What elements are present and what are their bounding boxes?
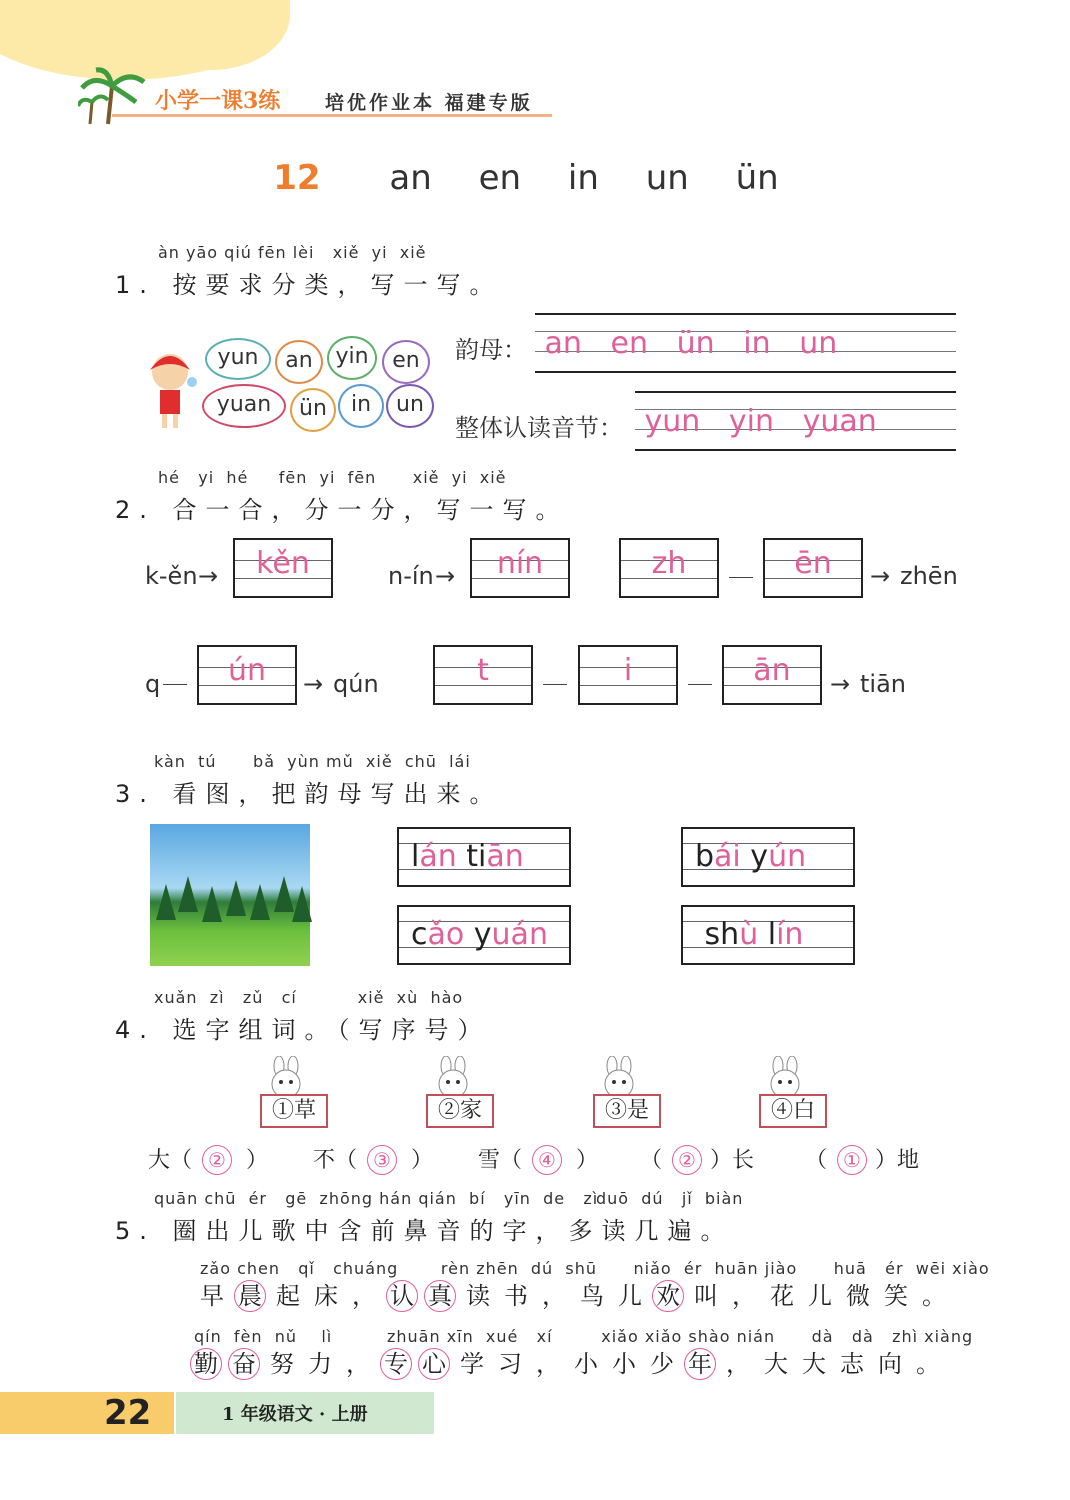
rhyme-character[interactable]: 叫: [694, 1282, 718, 1310]
header-brand: 小学一课3练: [155, 88, 281, 114]
q1-label: 1. 按要求分类，写一写。: [115, 271, 503, 299]
answer-number: ②: [202, 1145, 232, 1175]
circled-character[interactable]: 年: [684, 1348, 716, 1380]
q5-label: 5. 圈出儿歌中含前鼻音的字，多读几遍。: [115, 1217, 734, 1245]
q1-pinyin: àn yāo qiú fēn lèi xiě yi xiě: [158, 243, 427, 262]
lesson-word: in: [567, 158, 599, 198]
word-part-answer: ǎo: [427, 917, 465, 952]
rhyme-character[interactable]: 。: [922, 1282, 946, 1310]
word-part-answer: án: [419, 839, 457, 874]
answer-number: ②: [672, 1145, 702, 1175]
answer-prefix: 不（: [313, 1148, 358, 1173]
circled-character[interactable]: 晨: [234, 1280, 266, 1312]
answer-prefix: 雪（: [478, 1148, 523, 1173]
circled-character[interactable]: 真: [424, 1280, 456, 1312]
answer-prefix: （: [640, 1148, 663, 1173]
rhyme-pinyin: qín fèn nǔ lì zhuān xīn xué xí xiǎo xiǎo shào nián dà dà zhì xiàng: [194, 1327, 974, 1346]
word-part: b: [695, 839, 715, 874]
arrow-icon: →: [870, 562, 891, 590]
circled-character[interactable]: 认: [386, 1280, 418, 1312]
dash: [163, 684, 187, 685]
header-subtitle: 培优作业本 福建专版: [325, 92, 533, 114]
landscape-image: [150, 824, 310, 966]
rhyme-character[interactable]: 努: [270, 1350, 294, 1378]
q2-answer: zh: [651, 546, 687, 581]
lesson-word: an: [389, 158, 432, 198]
q2-answer-box[interactable]: [763, 538, 863, 598]
arrow-icon: →: [830, 670, 851, 698]
word-part: l: [758, 917, 777, 952]
circled-character[interactable]: 心: [418, 1348, 450, 1380]
q2-result: tiān: [860, 670, 906, 698]
answer-suffix: ）: [246, 1148, 269, 1173]
q2-prompt: k-ěn: [145, 562, 198, 590]
arrow-icon: →: [198, 562, 219, 590]
rhyme-character[interactable]: 小: [612, 1350, 636, 1378]
lesson-word: en: [478, 158, 522, 198]
q2-answer-box[interactable]: [619, 538, 719, 598]
q3-pinyin: kàn tú bǎ yùn mǔ xiě chū lái: [154, 752, 471, 771]
q2-prompt: n-ín: [388, 562, 434, 590]
zhengti-answer-box[interactable]: [635, 391, 956, 451]
rhyme-character[interactable]: 笑: [884, 1282, 908, 1310]
rhyme-character[interactable]: 习: [498, 1350, 522, 1378]
option-card: ②家: [426, 1094, 494, 1128]
rhyme-character[interactable]: 少: [650, 1350, 674, 1378]
rhyme-character[interactable]: 起: [276, 1282, 300, 1310]
answer-prefix: 大（: [148, 1148, 193, 1173]
rhyme-character[interactable]: 鸟: [580, 1282, 604, 1310]
dash: [729, 577, 753, 578]
rhyme-character[interactable]: ，: [346, 1350, 370, 1378]
answer-suffix: ）: [576, 1148, 599, 1173]
q3-label: 3. 看图，把韵母写出来。: [115, 780, 503, 808]
word-part-answer: ún: [768, 839, 807, 874]
page-number: 22: [104, 1393, 152, 1433]
circled-character[interactable]: 欢: [652, 1280, 684, 1312]
rhyme-character[interactable]: 早: [200, 1282, 224, 1310]
q2-result: zhēn: [900, 562, 958, 590]
rhyme-pinyin: zǎo chen qǐ chuáng rèn zhēn dú shū niǎo ér huān jiào huā ér wēi xiào: [200, 1259, 990, 1278]
rhyme-character[interactable]: ，: [542, 1282, 566, 1310]
rhyme-character[interactable]: 志: [840, 1350, 864, 1378]
rhyme-character[interactable]: 小: [574, 1350, 598, 1378]
q2-answer: kěn: [256, 546, 310, 581]
rhyme-character[interactable]: 学: [460, 1350, 484, 1378]
word-part: sh: [695, 917, 740, 952]
rhyme-character[interactable]: 书: [504, 1282, 528, 1310]
word-part: c: [411, 917, 428, 952]
q4-pinyin: xuǎn zì zǔ cí xiě xù hào: [154, 988, 464, 1007]
q4-answer[interactable]: [805, 1143, 919, 1175]
word-box[interactable]: [681, 827, 855, 887]
circled-character[interactable]: 勤: [190, 1348, 222, 1380]
word-part-answer: ái: [714, 839, 741, 874]
syllable-bubble: in: [338, 384, 384, 428]
rhyme-character[interactable]: 读: [466, 1282, 490, 1310]
q2-prompt: q: [145, 670, 161, 698]
q2-answer: nín: [496, 546, 544, 581]
word-part-answer: ín: [776, 917, 804, 952]
word-part-answer: ān: [486, 839, 524, 874]
rhyme-character[interactable]: 床: [314, 1282, 338, 1310]
option-card: ③是: [593, 1094, 661, 1128]
word-box[interactable]: [397, 905, 571, 965]
q2-answer: ún: [227, 653, 267, 688]
arrow-icon: →: [303, 670, 324, 698]
rhyme-character[interactable]: ，: [352, 1282, 376, 1310]
q4-answer[interactable]: [640, 1143, 754, 1175]
q4-answer[interactable]: [313, 1143, 433, 1175]
word-part: y: [464, 917, 492, 952]
word-part-answer: uán: [491, 917, 548, 952]
q4-answer[interactable]: [478, 1143, 598, 1175]
rhyme-character[interactable]: 微: [846, 1282, 870, 1310]
rhyme-character[interactable]: 儿: [618, 1282, 642, 1310]
word-part-answer: ù: [739, 917, 759, 952]
syllable-bubble: yin: [327, 336, 377, 380]
dash: [543, 684, 567, 685]
rhyme-character[interactable]: ，: [726, 1350, 750, 1378]
rhyme-character[interactable]: 。: [916, 1350, 940, 1378]
syllable-bubble: un: [386, 384, 434, 428]
rhyme-character[interactable]: ，: [732, 1282, 756, 1310]
word-box[interactable]: [681, 905, 855, 965]
lesson-number: 12: [273, 158, 321, 198]
syllable-bubble: yun: [205, 338, 271, 380]
zhengti-label: 整体认读音节：: [455, 414, 623, 442]
q2-answer: ān: [753, 653, 791, 688]
answer-number: ④: [532, 1145, 562, 1175]
q2-answer-box[interactable]: [233, 538, 333, 598]
syllable-bubble: an: [275, 340, 323, 384]
yunmu-answer: an en ün in un: [535, 326, 838, 361]
yunmu-label: 韵母：: [455, 336, 527, 364]
answer-number: ①: [837, 1145, 867, 1175]
q2-answer-box[interactable]: [722, 645, 822, 705]
answer-suffix: ）长: [710, 1148, 755, 1173]
dash: [688, 684, 712, 685]
syllable-bubble: yuan: [202, 384, 286, 428]
answer-suffix: ）: [411, 1148, 434, 1173]
q2-result: qún: [333, 670, 379, 698]
rhyme-character[interactable]: 大: [764, 1350, 788, 1378]
rhyme-character[interactable]: 儿: [808, 1282, 832, 1310]
q2-answer: t: [477, 653, 489, 688]
rhyme-character[interactable]: 花: [770, 1282, 794, 1310]
rhyme-line: [196, 1280, 956, 1312]
zhengti-answer: yun yin yuan: [635, 404, 877, 439]
syllable-bubble: en: [382, 340, 430, 384]
answer-number: ③: [367, 1145, 397, 1175]
lesson-title: [0, 158, 1070, 198]
word-part: l: [411, 839, 420, 874]
option-card: ①草: [260, 1094, 328, 1128]
yunmu-answer-box[interactable]: [535, 313, 956, 373]
answer-prefix: （: [805, 1148, 828, 1173]
word-part: y: [740, 839, 769, 874]
arrow-icon: →: [435, 562, 456, 590]
q4-answer[interactable]: [148, 1143, 268, 1175]
rhyme-line: [190, 1348, 950, 1380]
girl-icon: [140, 348, 202, 430]
q2-label: 2. 合一合，分一分，写一写。: [115, 496, 569, 524]
lesson-word: un: [645, 158, 689, 198]
q5-pinyin: duō dú jǐ biàn: [596, 1189, 744, 1208]
rhyme-character[interactable]: 力: [308, 1350, 332, 1378]
circled-character[interactable]: 奋: [228, 1348, 260, 1380]
rhyme-character[interactable]: 大: [802, 1350, 826, 1378]
option-card: ④白: [759, 1094, 827, 1128]
syllable-bubble: ün: [290, 388, 336, 432]
q2-answer: ēn: [794, 546, 832, 581]
q2-answer-box[interactable]: [433, 645, 533, 705]
q2-pinyin: hé yi hé fēn yi fēn xiě yi xiě: [158, 468, 507, 487]
lesson-word: ün: [735, 158, 779, 198]
palm-tree-icon: [78, 66, 148, 126]
q5-pinyin: quān chū ér gē zhōng hán qián bí yīn de zì: [154, 1189, 599, 1208]
rhyme-character[interactable]: ，: [536, 1350, 560, 1378]
q4-label: 4. 选字组词。（写序号）: [115, 1016, 491, 1044]
rhyme-character[interactable]: 向: [878, 1350, 902, 1378]
q2-answer: i: [623, 653, 633, 688]
q2-answer-box[interactable]: [197, 645, 297, 705]
answer-suffix: ）地: [875, 1148, 920, 1173]
circled-character[interactable]: 专: [380, 1348, 412, 1380]
word-part: ti: [456, 839, 487, 874]
q2-answer-box[interactable]: [578, 645, 678, 705]
q2-answer-box[interactable]: [470, 538, 570, 598]
word-box[interactable]: [397, 827, 571, 887]
book-title: 1 年级语文 · 上册: [222, 1404, 368, 1425]
